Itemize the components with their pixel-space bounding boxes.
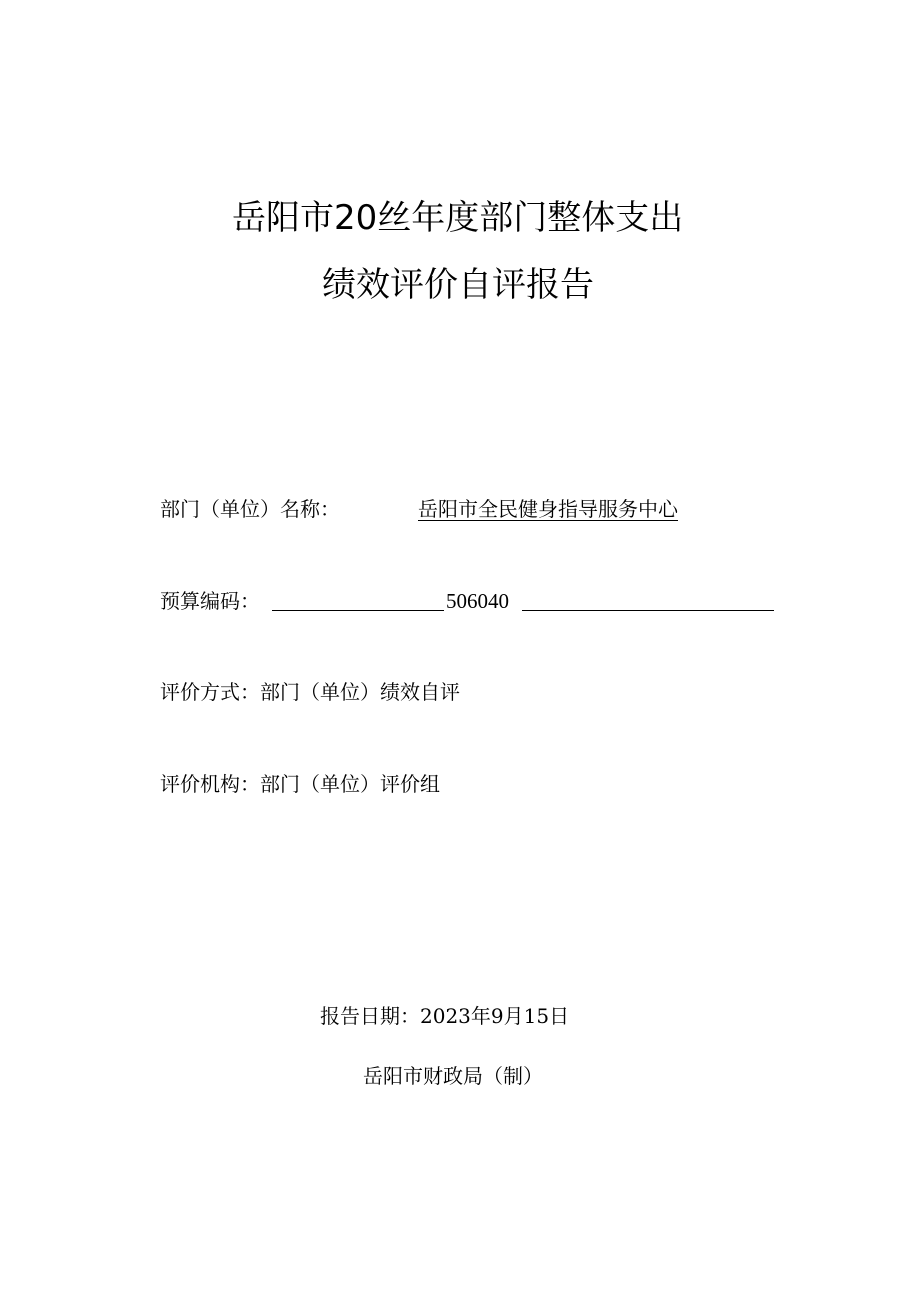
budget-code-underline-right xyxy=(522,610,774,611)
report-title-line-1: 岳阳市20丝年度部门整体支出 xyxy=(232,198,684,238)
budget-code-value: 506040 xyxy=(446,589,509,613)
evaluation-org-label: 评价机构： xyxy=(160,772,260,796)
issuer: 岳阳市财政局（制） xyxy=(363,1064,543,1088)
evaluation-method-field xyxy=(160,679,460,705)
evaluation-method-label: 评价方式： xyxy=(160,680,260,704)
evaluation-org-field xyxy=(160,771,440,797)
department-label: 部门（单位）名称： xyxy=(160,497,340,521)
budget-code-underline-left xyxy=(272,610,444,611)
department-field xyxy=(160,496,678,522)
budget-code-label: 预算编码： xyxy=(160,589,260,613)
evaluation-org-value: 部门（单位）评价组 xyxy=(260,772,440,796)
budget-code-field xyxy=(160,588,509,614)
report-title-line-2: 绩效评价自评报告 xyxy=(322,265,594,305)
report-date: 报告日期：2023年9月15日 xyxy=(320,1004,570,1028)
department-value: 岳阳市全民健身指导服务中心 xyxy=(418,497,678,521)
evaluation-method-value: 部门（单位）绩效自评 xyxy=(260,680,460,704)
